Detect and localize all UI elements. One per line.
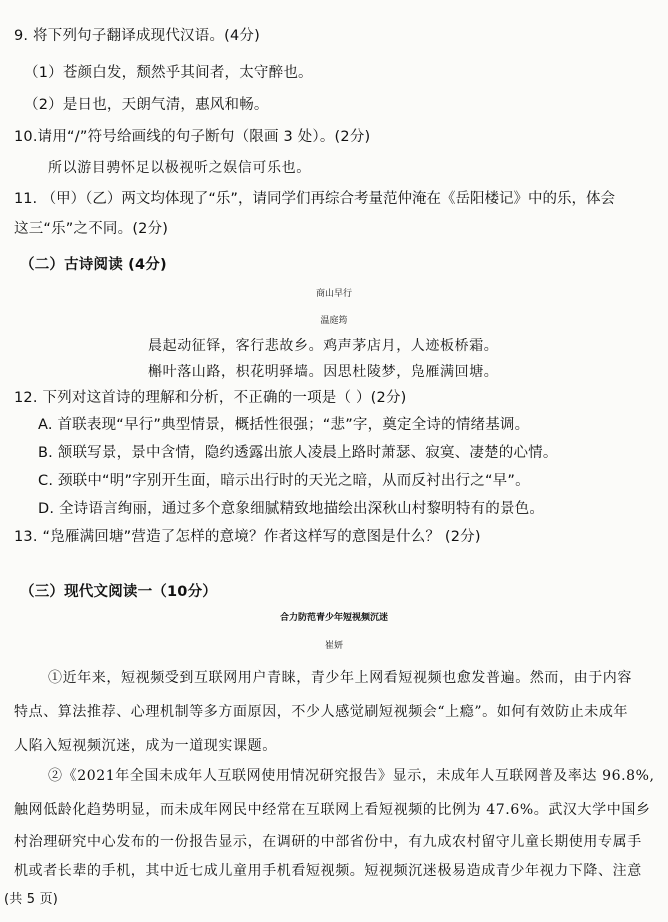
poem-line-1: 晨起动征铎，客行悲故乡。鸡声茅店月，人迹板桥霜。 — [148, 338, 499, 354]
paragraph-2-line-3: 村治理研究中心发布的一份报告显示，在调研的中部省份中，有九成农村留守儿童长期使用专属手 — [14, 834, 642, 850]
paragraph-2-line-2: 触网低龄化趋势明显，而未成年网民中经常在互联网上看短视频的比例为 47.6%。武汉大学中国乡 — [14, 802, 651, 818]
q10-title: 10.请用“/”符号给画线的句子断句（限画 3 处）。(2分) — [14, 129, 371, 145]
q10-sentence: 所以游目骋怀足以极视听之娱信可乐也。 — [48, 160, 311, 176]
q13-title: 13. “凫雁满回塘”营造了怎样的意境？作者这样写的意图是什么？ (2分) — [14, 529, 481, 545]
article-title: 合力防范青少年短视频沉迷 — [279, 613, 388, 623]
section3-heading: （三）现代文阅读一（10分） — [20, 584, 217, 600]
paragraph-1-line-3: 人陷入短视频沉迷，成为一道现实课题。 — [14, 738, 277, 754]
q12-option-b: B. 颔联写景，景中含情，隐约透露出旅人凌晨上路时萧瑟、寂寞、凄楚的心情。 — [38, 445, 558, 461]
section2-heading: （二）古诗阅读 (4分) — [20, 257, 167, 273]
q12-title: 12. 下列对这首诗的理解和分析，不正确的一项是（ ）(2分) — [14, 390, 407, 406]
q11-line-1: 11. （甲）（乙）两文均体现了“乐”，请同学们再综合考量范仲淹在《岳阳楼记》中的乐，体会 — [14, 191, 615, 207]
article-author: 崔妍 — [324, 641, 343, 651]
q12-option-c: C. 颈联中“明”字别开生面，暗示出行时的天光之暗，从而反衬出行之“早”。 — [38, 473, 530, 489]
poem-title: 商山早行 — [315, 289, 352, 299]
q9-item-1: （1）苍颜白发，颓然乎其间者，太守醉也。 — [24, 65, 313, 81]
q12-option-d: D. 全诗语言绚丽，通过多个意象细腻精致地描绘出深秋山村黎明特有的景色。 — [38, 501, 545, 517]
q9-item-2: （2）是日也，天朗气清，惠风和畅。 — [24, 97, 269, 113]
q11-line-2: 这三“乐”之不同。(2分) — [14, 221, 169, 237]
page-count: (共 5 页) — [4, 892, 59, 907]
paragraph-1-line-2: 特点、算法推荐、心理机制等多方面原因，不少人感觉刷短视频会“上瘾”。如何有效防止未成年 — [14, 704, 629, 720]
paragraph-1-line-1: ①近年来，短视频受到互联网用户青睐，青少年上网看短视频也愈发普遍。然而，由于内容 — [48, 670, 632, 686]
paragraph-2-line-4: 机或者长辈的手机，其中近七成儿童用手机看短视频。短视频沉迷极易造成青少年视力下降、注意 — [14, 863, 642, 879]
poem-line-2: 槲叶落山路，枳花明驿墙。因思杜陵梦，凫雁满回塘。 — [148, 364, 499, 380]
paragraph-2-line-1: ②《2021年全国未成年人互联网使用情况研究报告》显示，未成年人互联网普及率达 96.8%, — [48, 768, 655, 784]
q12-option-a: A. 首联表现“早行”典型情景，概括性很强；“悲”字，奠定全诗的情绪基调。 — [38, 417, 530, 433]
q9-title: 9. 将下列句子翻译成现代汉语。(4分) — [14, 28, 260, 44]
poem-author: 温庭筠 — [320, 316, 348, 326]
